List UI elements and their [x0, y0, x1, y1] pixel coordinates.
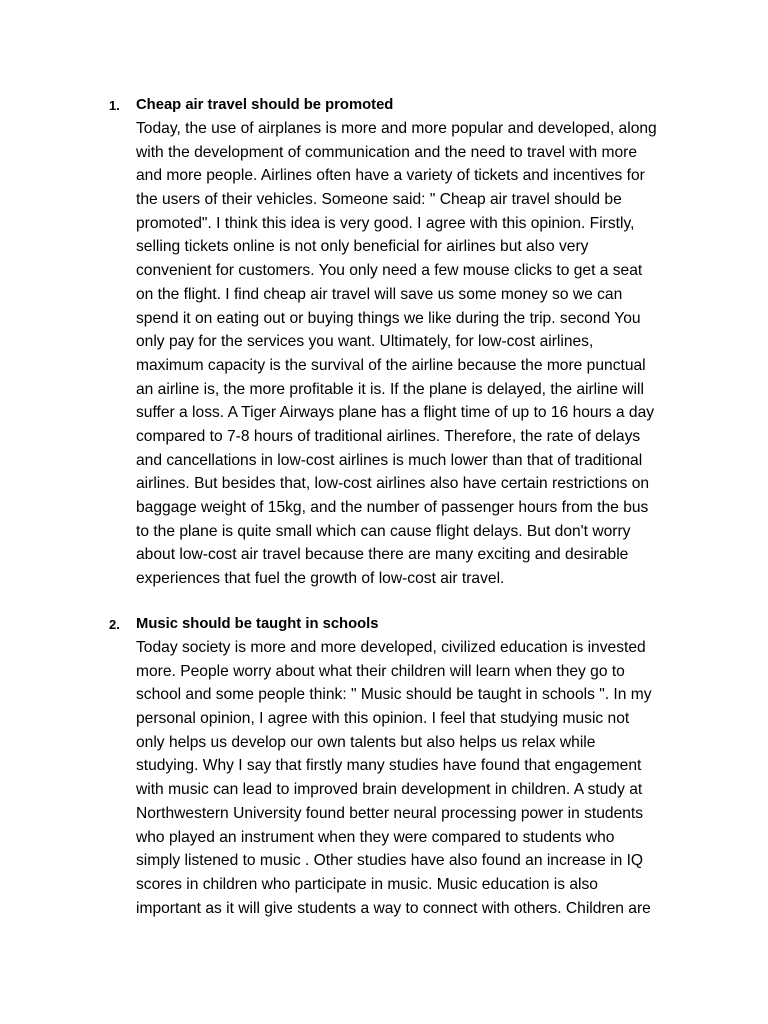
essay-2-body — [136, 636, 684, 920]
essay-1-line: to the plane is quite small which can cause flight delays. But don't worry — [136, 522, 631, 540]
essay-2-line: personal opinion, I agree with this opinion. I feel that studying music not — [136, 710, 630, 728]
essay-1-line: compared to 7-8 hours of traditional airlines. Therefore, the rate of delays — [136, 427, 641, 445]
essay-1-line: spend it on eating out or buying things we like during the trip. second You — [136, 309, 641, 327]
essay-2-line: scores in children who participate in music. Music education is also — [136, 875, 598, 893]
essay-1-number: 1. — [109, 98, 120, 113]
essay-1-line: airlines. But besides that, low-cost airlines also have certain restrictions on — [136, 475, 650, 493]
essay-1 — [0, 94, 768, 591]
essay-1-line: maximum capacity is the survival of the airline because the more punctual — [136, 356, 646, 374]
essay-1-line: baggage weight of 15kg, and the number of passenger hours from the bus — [136, 499, 649, 516]
essay-1-line: suffer a loss. A Tiger Airways plane has a flight time of up to 16 hours a day — [136, 404, 655, 422]
essay-2-line: studying. Why I say that firstly many studies have found that engagement — [136, 757, 642, 775]
essay-2-line: with music can lead to improved brain development in children. A study at — [136, 781, 643, 799]
essay-1-line: selling tickets online is not only beneficial for airlines but also very — [136, 238, 589, 256]
essay-1-line: with the development of communication and the need to travel with more — [136, 143, 638, 161]
essay-2-line: school and some people think: " Music should be taught in schools ". In my — [136, 686, 652, 704]
essay-2-line: more. People worry about what their children will learn when they go to — [136, 662, 625, 680]
essay-1-body — [136, 117, 684, 591]
essay-2-heading — [0, 613, 768, 636]
essay-1-line: convenient for customers. You only need a few mouse clicks to get a seat — [136, 262, 643, 280]
essay-1-line: and more people. Airlines often have a variety of tickets and incentives for — [136, 167, 645, 185]
essay-1-line: and cancellations in low-cost airlines is much lower than that of traditional — [136, 451, 643, 469]
essay-1-line: experiences that fuel the growth of low-cost air travel. — [136, 570, 505, 588]
essay-2 — [0, 613, 768, 920]
essay-2-title: Music should be taught in schools — [136, 616, 379, 632]
essay-2-line: important as it will give students a way to connect with others. Children are — [136, 899, 651, 917]
essay-1-line: an airline is, the more profitable it is. If the plane is delayed, the airline will — [136, 380, 644, 398]
essay-1-line: on the flight. I find cheap air travel will save us some money so we can — [136, 285, 623, 303]
essay-2-line: only helps us develop our own talents but also helps us relax while — [136, 733, 596, 751]
essay-2-number: 2. — [109, 617, 120, 632]
essay-1-line: Today, the use of airplanes is more and more popular and developed, along — [136, 120, 657, 137]
essay-1-heading — [0, 94, 768, 117]
essay-2-line: simply listened to music . Other studies have also found an increase in IQ — [136, 852, 644, 870]
essay-2-line: who played an instrument when they were compared to students who — [136, 828, 615, 846]
essay-1-title: Cheap air travel should be promoted — [136, 97, 394, 113]
essay-2-line: Today society is more and more developed, civilized education is invested — [136, 639, 646, 656]
essay-1-line: only pay for the services you want. Ultimately, for low-cost airlines, — [136, 333, 594, 351]
essay-1-line: about low-cost air travel because there are many exciting and desirable — [136, 546, 629, 564]
essay-1-line: the users of their vehicles. Someone said: " Cheap air travel should be — [136, 191, 622, 209]
essay-2-line: Northwestern University found better neural processing power in students — [136, 804, 644, 822]
essay-1-line: promoted". I think this idea is very good. I agree with this opinion. Firstly, — [136, 214, 635, 232]
